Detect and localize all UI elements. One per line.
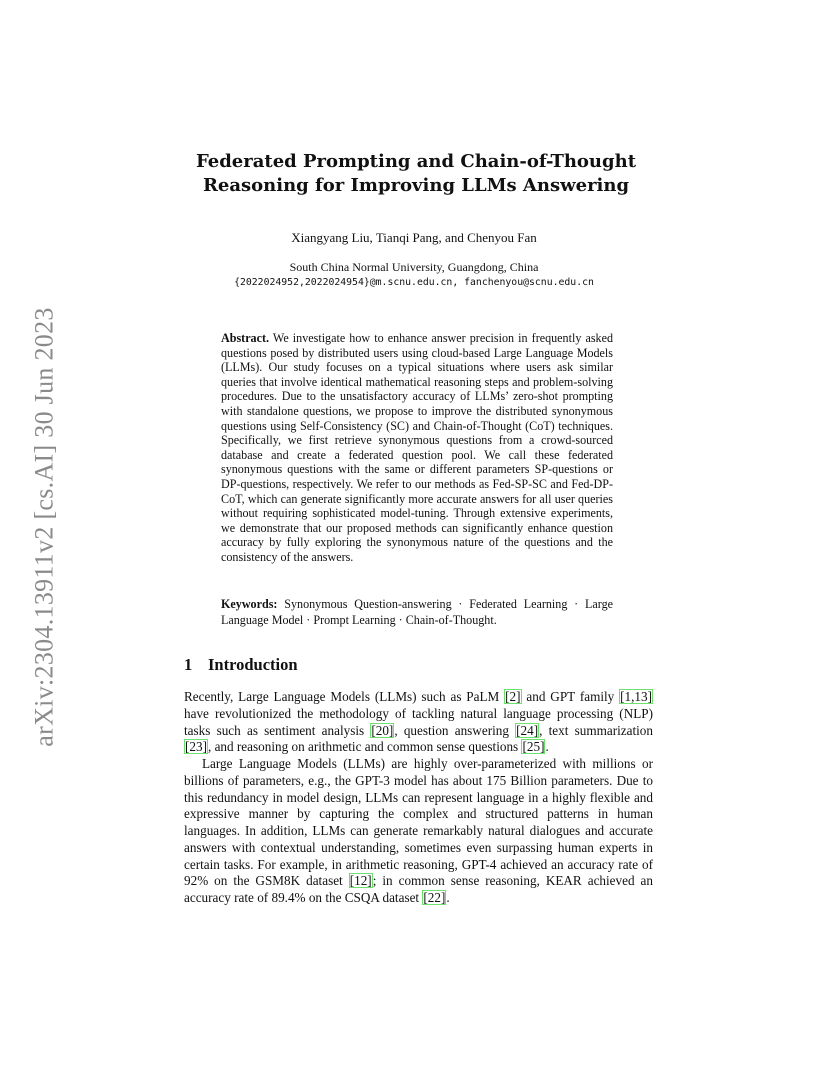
- intro-text: Large Language Models (LLMs) are highly over-parameterized with millions or billions of parameters, e.g., the GPT-3 model has about 175 Billion parameters. Due to this redundancy in model design, LLMs can represent language in a highly flexible and expressive manner by capturing the complex and structured patterns in human languages. In addition, LLMs can generate remarkably natural dialogues and accurate answers with contextual understanding, sometimes even surpassing human experts in certain tasks. For example, in arithmetic reasoning, GPT-4 achieved an accuracy rate of 92% on the GSM8K dataset: [184, 756, 653, 889]
- keywords-text: Synonymous Question-answering · Federated Learning · Large Language Model · Prompt Learning · Chain-of-Thought.: [221, 597, 613, 627]
- paper-title: [180, 150, 652, 198]
- arxiv-identifier: arXiv:2304.13911v2 [cs.AI] 30 Jun 2023: [30, 307, 60, 747]
- section-heading: [184, 655, 298, 675]
- citation-link[interactable]: [20]: [371, 722, 394, 738]
- title-line-2: Reasoning for Improving LLMs Answering: [202, 175, 630, 196]
- intro-text: have revolutionized the methodology of tackling natural language processing (NLP) tasks such as sentiment analysis: [184, 705, 653, 738]
- title-line-1: Federated Prompting and Chain-of-Thought: [195, 151, 637, 172]
- intro-text: , and reasoning on arithmetic and common sense questions: [207, 739, 522, 755]
- citation-link[interactable]: [24]: [516, 722, 539, 738]
- intro-paragraph-1: [184, 689, 653, 756]
- intro-text: , text summarization: [539, 722, 653, 738]
- intro-text: Recently, Large Language Models (LLMs) such as PaLM: [184, 689, 505, 704]
- abstract: [221, 331, 613, 565]
- author-list: Xiangyang Liu, Tianqi Pang, and Chenyou Fan: [291, 230, 537, 245]
- citation-link[interactable]: [2]: [505, 689, 521, 704]
- intro-text: and GPT family: [521, 689, 620, 704]
- citation-link[interactable]: [22]: [423, 890, 446, 905]
- affiliation-block: [0, 259, 828, 291]
- author-emails: {2022024952,2022024954}@m.scnu.edu.cn, fanchenyou@scnu.edu.cn: [234, 277, 594, 288]
- abstract-text: We investigate how to enhance answer precision in frequently asked questions posed by distributed users using cloud-based Large Language Models (LLMs). Our study focuses on a typical situations where users ask similar queries that involve identical mathematical reasoning steps and problem-solving procedures. Due to the unsatisfactory accuracy of LLMs’ zero-shot prompting with standalone questions, we propose to improve the distributed synonymous questions using Self-Consistency (SC) and Chain-of-Thought (CoT) techniques. Specifically, we first retrieve synonymous questions from a crowd-sourced database and create a federated question pool. We call these federated synonymous questions with the same or different parameters SP-questions or DP-questions, respectively. We refer to our methods as Fed-SP-SC and Fed-DP-CoT, which can generate significantly more accurate answers for all user queries without requiring sophisticated model-tuning. Through extensive experiments, we demonstrate that our proposed methods can significantly enhance question accuracy by fully exploring the synonymous nature of the questions and the consistency of the answers.: [221, 331, 613, 564]
- keywords-label: Keywords:: [221, 597, 278, 611]
- section-number: 1: [184, 655, 193, 674]
- citation-link[interactable]: [25]: [522, 739, 545, 755]
- intro-text: ; in common sense reasoning, KEAR achieved an accuracy rate of 89.4% on the CSQA dataset: [184, 873, 653, 905]
- affiliation: South China Normal University, Guangdong, China: [289, 260, 539, 274]
- abstract-label: Abstract.: [221, 331, 270, 345]
- arxiv-sidebar: [29, 297, 61, 757]
- intro-text: .: [545, 739, 549, 755]
- citation-link[interactable]: [12]: [349, 873, 372, 889]
- intro-text: , question answering: [394, 722, 516, 738]
- intro-text: .: [446, 890, 450, 905]
- section-title: Introduction: [208, 655, 298, 674]
- introduction-body: [184, 689, 653, 907]
- citation-link[interactable]: [23]: [185, 739, 207, 755]
- intro-paragraph-2: [184, 756, 653, 907]
- keywords: [221, 597, 613, 628]
- citation-link[interactable]: [1,13]: [620, 689, 652, 704]
